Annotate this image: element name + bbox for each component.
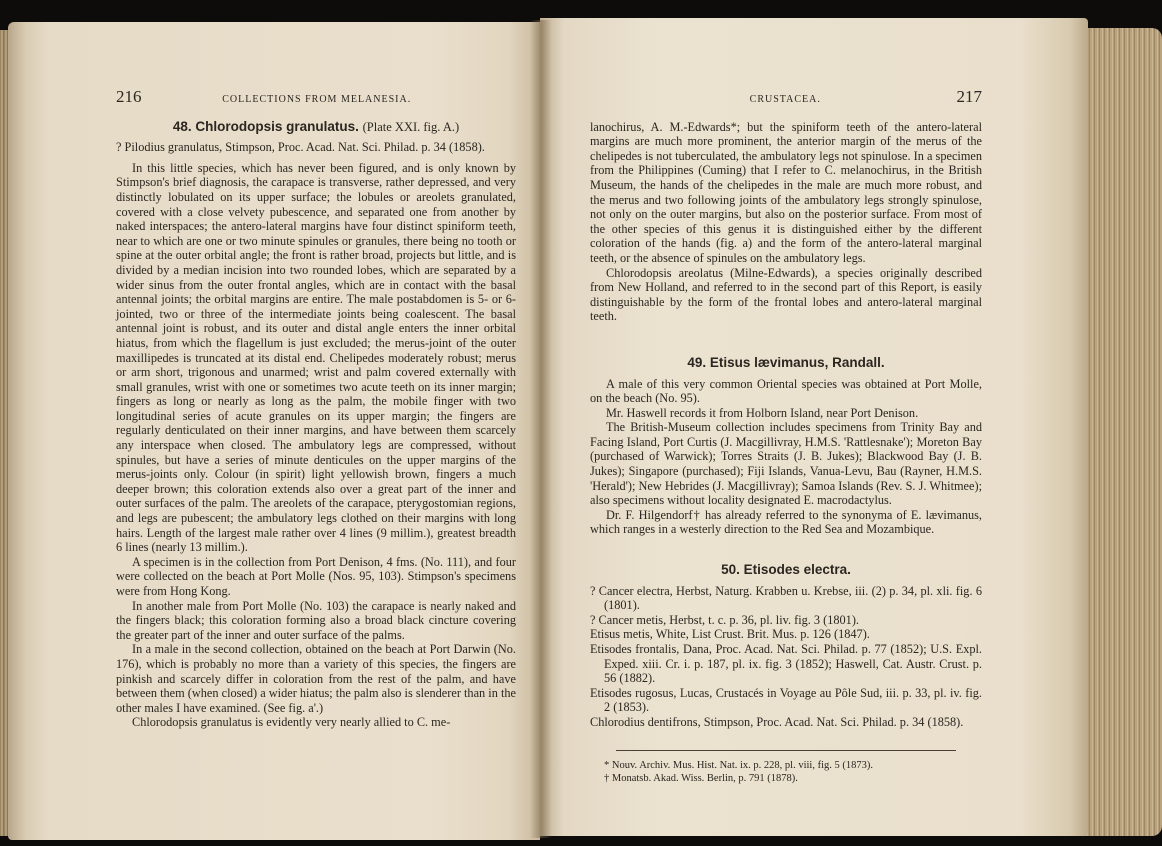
book-gutter — [530, 20, 552, 838]
running-head-left: COLLECTIONS FROM MELANESIA. — [222, 94, 412, 105]
synonymy-line: Chlorodius dentifrons, Stimpson, Proc. Acad. Nat. Sci. Philad. p. 34 (1858). — [590, 714, 964, 729]
running-head-right: CRUSTACEA. — [749, 94, 821, 105]
paragraph: In a male in the second collection, obtained on the beach at Port Darwin (No. 176), which is probably no more than a variety of this species, the fingers are pinkish and scarcely differ in coloration from the rest of the palm, and have between them (when closed) a wider hiatus; the palm also is slenderer than in the other males I have examined. (See fig. a'.) — [116, 642, 516, 715]
footnote-rule — [616, 750, 956, 751]
footnote: † Monatsb. Akad. Wiss. Berlin, p. 791 (1878). — [604, 772, 798, 784]
section-title-50: 50. Etisodes electra. — [721, 562, 851, 578]
right-page-edges — [1076, 28, 1162, 836]
paragraph: A male of this very common Oriental species was obtained at Port Molle, on the beach (No. 95). — [590, 376, 982, 406]
section-title-48 — [116, 120, 516, 135]
paragraph: The British-Museum collection includes specimens from Trinity Bay and Facing Island, Port Curtis (J. Macgillivray, H.M.S. 'Rattlesnake'); Moreton Bay (purchased of Warwick); Torres Straits (J. B. Jukes); Blackwood Bay (J. B. Jukes); Singapore (purchased); Fiji Islands, Vanua-Levu, Bau (Rayner, H.M.S. 'Herald'); New Hebrides (J. Macgillivray); Samoa Islands (Rev. S. J. Whitmee); also specimens without locality designated E. macrodactylus. — [590, 420, 982, 508]
paragraph: In another male from Port Molle (No. 103) the carapace is nearly naked and the fingers black; this coloration forming also a broad black cincture covering the greater part of the inner and outer surface of the palms. — [116, 598, 516, 642]
left-running-header — [116, 87, 516, 108]
paragraph: Mr. Haswell records it from Holborn Island, near Port Denison. — [606, 405, 919, 420]
paragraph: Chlorodopsis areolatus (Milne-Edwards), a species originally described from New Holland, and referred to in the second part of this Report, is easily distinguishable by the form of the frontal lobes and antero-lateral marginal teeth. — [590, 265, 982, 324]
page-number-left: 216 — [116, 87, 142, 106]
synonymy-line: Etisodes frontalis, Dana, Proc. Acad. Nat. Sci. Philad. p. 77 (1852); U.S. Expl. Exped. xiii. Cr. i. p. 187, pl. ix. fig. 3 (1852); Haswell, Cat. Austr. Crust. p. 56 (1882). — [590, 642, 982, 686]
left-page-text — [116, 87, 516, 730]
paragraph: lanochirus, A. M.-Edwards*; but the spiniform teeth of the antero-lateral margins are much more prominent, the anterior margin of the merus of the chelipedes is not tuberculated, the ambulatory legs not spinulose. In a specimen from the Philippines (Cuming) that I refer to C. melanochirus, in the British Museum, the hands of the chelipedes in the male are much more robust, and the merus and two following joints of the ambulatory legs strongly spinulose, not only on the outer margins, but also on the posterior surface. From most of the other species of this genus it is distinguished either by the different coloration of the hands (fig. a) and the form of the antero-lateral marginal teeth, or the absence of spinules on the ambulatory legs. — [590, 119, 982, 265]
section-title-49: 49. Etisus lævimanus, Randall. — [687, 354, 885, 370]
plate-reference: (Plate XXI. fig. A.) — [362, 119, 460, 134]
synonymy-line: ? Cancer electra, Herbst, Naturg. Krabben u. Krebse, iii. (2) p. 34, pl. xli. fig. 6 (1801). — [590, 583, 982, 613]
right-running-header — [590, 87, 982, 108]
synonymy-48: ? Pilodius granulatus, Stimpson, Proc. Acad. Nat. Sci. Philad. p. 34 (1858). — [116, 140, 485, 155]
synonymy-line: Etisus metis, White, List Crust. Brit. Mus. p. 126 (1847). — [590, 627, 870, 642]
paragraph: Dr. F. Hilgendorf† has already referred to the synonyma of E. lævimanus, which ranges in a westerly direction to the Red Sea and Mozambique. — [590, 507, 982, 537]
synonymy-line: Etisodes rugosus, Lucas, Crustacés in Voyage au Pôle Sud, iii. p. 33, pl. iv. fig. 2 (1853). — [590, 685, 982, 715]
title-48: 48. Chlorodopsis granulatus. — [172, 118, 359, 134]
paragraph: In this little species, which has never been figured, and is only known by Stimpson's brief diagnosis, the carapace is transverse, rather depressed, and very distinctly lobulated on its upper surface; the lobules or areolets granulated, covered with a close velvety pubescence, and separated one from another by naked interspaces; the antero-lateral margins have four distinct spiniform teeth, near to which are one or two minute spinules or granules, there being no tooth or spine at the outer orbital angle; the front is rather broad, projects but little, and is divided by a median incision into two rounded lobes, which are separated by a wider sinus from the outer frontal angles, which are in contact with the basal antennal joints; the orbital margins are entire. The male postabdomen is 5- or 6-jointed, two or three of the intermediate joints being coalescent. The basal antennal joint is robust, and its outer and distal angle enters the inner orbital hiatus, from which the flagellum is just excluded; the merus-joint of the outer maxillipedes is truncated at its distal end. Chelipedes moderately robust; merus or arm short, trigonous and unarmed; wrist and palm covered externally with small granules, wrist with one or sometimes two acute teeth on its inner margin; fingers as long or nearly as long as the palm, the mobile finger with two longitudinal series of acute granules on its upper margin; the fingers are regularly denticulated on their inner margins, and have between them scarcely any interspace when closed. The ambulatory legs are compressed, without spinules, but have a series of minute denticules on the upper margins of the merus-joints only. Colour (in spirit) light yellowish brown, fingers a much deeper brown; this coloration extends also over a great part of the inner and outer surfaces of the palm. The areolets of the carapace, pterygostomian regions, and legs are pubescent; the ambulatory legs clothed on their margins with long hairs. Length of the largest male rather over 4 lines (9 millim.), greatest breadth 6 lines (nearly 13 millim.). — [116, 160, 516, 555]
right-page-text — [590, 87, 982, 785]
synonymy-line: ? Cancer metis, Herbst, t. c. p. 36, pl. liv. fig. 3 (1801). — [590, 612, 859, 627]
footnote: * Nouv. Archiv. Mus. Hist. Nat. ix. p. 228, pl. viii, fig. 5 (1873). — [604, 759, 874, 771]
paragraph: Chlorodopsis granulatus is evidently very nearly allied to C. me- — [132, 715, 451, 730]
paragraph: A specimen is in the collection from Port Denison, 4 fms. (No. 111), and four were collected on the beach at Port Molle (Nos. 95, 103). Stimpson's specimens were from Hong Kong. — [116, 554, 516, 598]
page-number-right: 217 — [956, 87, 982, 106]
